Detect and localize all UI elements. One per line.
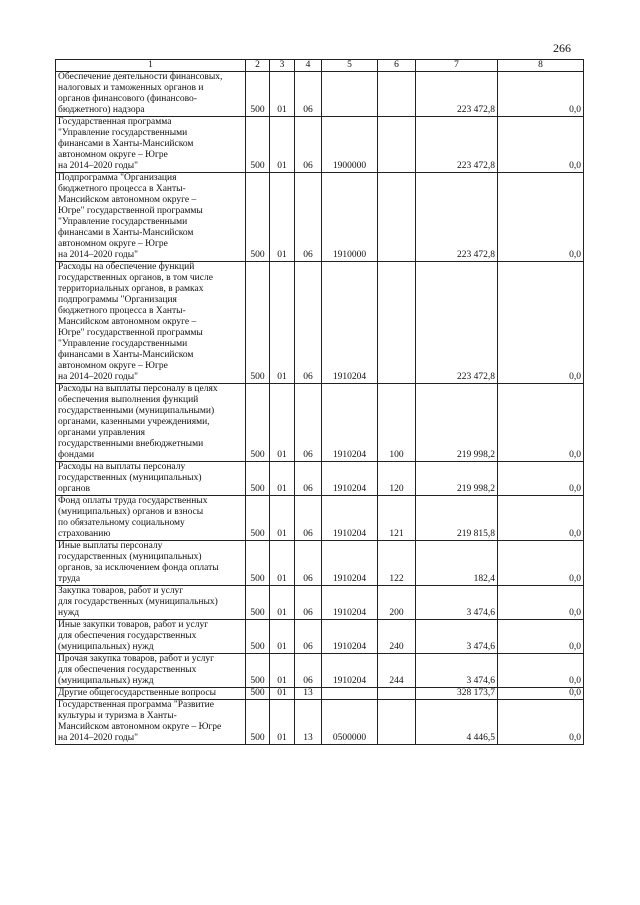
cell-col2: 500: [246, 384, 270, 462]
cell-col3: 01: [270, 586, 295, 620]
cell-col8: 0,0: [498, 620, 584, 654]
column-header: 4: [295, 60, 322, 72]
cell-col6: [378, 173, 416, 262]
cell-col8: 0,0: [498, 541, 584, 586]
cell-col3: 01: [270, 620, 295, 654]
column-header: 8: [498, 60, 584, 72]
cell-amount: 223 472,8: [416, 117, 498, 173]
cell-col8: 0,0: [498, 462, 584, 496]
cell-col5: 1910204: [322, 654, 378, 688]
cell-col6: 244: [378, 654, 416, 688]
cell-amount: 3 474,6: [416, 654, 498, 688]
cell-col5: 1910204: [322, 384, 378, 462]
cell-col2: 500: [246, 654, 270, 688]
row-description: Расходы на выплаты персоналу государственных (муниципальных) органов: [56, 462, 246, 496]
cell-col8: 0,0: [498, 496, 584, 541]
cell-col8: 0,0: [498, 262, 584, 384]
column-header: 2: [246, 60, 270, 72]
cell-col5: 1910204: [322, 496, 378, 541]
row-description: Иные закупки товаров, работ и услуг для обеспечения государственных (муниципальных) нужд: [56, 620, 246, 654]
row-description: Закупка товаров, работ и услуг для государственных (муниципальных) нужд: [56, 586, 246, 620]
cell-col8: 0,0: [498, 384, 584, 462]
column-header: 5: [322, 60, 378, 72]
cell-col2: 500: [246, 262, 270, 384]
cell-col3: 01: [270, 462, 295, 496]
cell-col4: 06: [295, 384, 322, 462]
row-description: Прочая закупка товаров, работ и услуг для обеспечения государственных (муниципальных) нужд: [56, 654, 246, 688]
cell-col2: 500: [246, 586, 270, 620]
cell-amount: 3 474,6: [416, 586, 498, 620]
cell-col3: 01: [270, 384, 295, 462]
row-description: Фонд оплаты труда государственных (муниципальных) органов и взносы по обязательному социальному страхованию: [56, 496, 246, 541]
cell-col8: 0,0: [498, 173, 584, 262]
cell-col5: 1910204: [322, 541, 378, 586]
cell-col5: 1910204: [322, 586, 378, 620]
row-description: Другие общегосударственные вопросы: [56, 688, 246, 700]
table-row: [56, 117, 584, 173]
cell-col3: 01: [270, 173, 295, 262]
cell-col4: 06: [295, 262, 322, 384]
table-row: [56, 496, 584, 541]
table-row: [56, 620, 584, 654]
cell-amount: 328 173,7: [416, 688, 498, 700]
column-header: 7: [416, 60, 498, 72]
cell-col2: 500: [246, 72, 270, 117]
cell-col4: 06: [295, 72, 322, 117]
cell-col5: 0500000: [322, 700, 378, 745]
cell-amount: 182,4: [416, 541, 498, 586]
cell-col6: 200: [378, 586, 416, 620]
table-row: [56, 688, 584, 700]
table-row: [56, 384, 584, 462]
cell-col6: 100: [378, 384, 416, 462]
cell-col4: 06: [295, 117, 322, 173]
table-row: [56, 262, 584, 384]
cell-col2: 500: [246, 462, 270, 496]
cell-col3: 01: [270, 541, 295, 586]
cell-col4: 06: [295, 541, 322, 586]
cell-amount: 223 472,8: [416, 173, 498, 262]
cell-col6: 120: [378, 462, 416, 496]
cell-col2: 500: [246, 496, 270, 541]
budget-table: [55, 59, 584, 745]
table-row: [56, 586, 584, 620]
table-row: [56, 541, 584, 586]
cell-col6: [378, 72, 416, 117]
table-row: [56, 654, 584, 688]
row-description: Обеспечение деятельности финансовых, налоговых и таможенных органов и органов финансового (финансово- бюджетного) надзора: [56, 72, 246, 117]
cell-col3: 01: [270, 700, 295, 745]
cell-col6: [378, 262, 416, 384]
row-description: Подпрограмма "Организация бюджетного процесса в Ханты- Мансийском автономном округе – Югре" государственной программы "Управление государственными финансами в Ханты-Мансийском автономном округе – Югре на 2014–2020 годы": [56, 173, 246, 262]
cell-col8: 0,0: [498, 586, 584, 620]
cell-col5: 1910000: [322, 173, 378, 262]
cell-col6: [378, 688, 416, 700]
cell-col6: [378, 117, 416, 173]
cell-col4: 06: [295, 496, 322, 541]
cell-col8: 0,0: [498, 117, 584, 173]
cell-amount: 223 472,8: [416, 72, 498, 117]
cell-col8: 0,0: [498, 688, 584, 700]
cell-col4: 13: [295, 688, 322, 700]
column-header: 3: [270, 60, 295, 72]
cell-col2: 500: [246, 700, 270, 745]
table-row: [56, 700, 584, 745]
row-description: Государственная программа "Развитие культуры и туризма в Ханты- Мансийском автономном округе – Югре на 2014–2020 годы": [56, 700, 246, 745]
cell-col8: 0,0: [498, 654, 584, 688]
cell-amount: 219 815,8: [416, 496, 498, 541]
cell-amount: 3 474,6: [416, 620, 498, 654]
cell-col2: 500: [246, 620, 270, 654]
cell-col5: 1910204: [322, 462, 378, 496]
cell-col3: 01: [270, 117, 295, 173]
cell-col6: 122: [378, 541, 416, 586]
row-description: Расходы на обеспечение функций государственных органов, в том числе территориальных органов, в рамках подпрограммы "Организация бюджетного процесса в Ханты- Мансийском автономном округе – Югре" государственной программы "Управление государственными финансами в Ханты-Мансийском автономном округе – Югре на 2014–2020 годы": [56, 262, 246, 384]
table-row: [56, 462, 584, 496]
cell-col4: 06: [295, 620, 322, 654]
table-row: [56, 173, 584, 262]
cell-col2: 500: [246, 688, 270, 700]
cell-col2: 500: [246, 117, 270, 173]
cell-col8: 0,0: [498, 72, 584, 117]
cell-col4: 06: [295, 462, 322, 496]
cell-col3: 01: [270, 654, 295, 688]
cell-col5: [322, 72, 378, 117]
cell-col4: 06: [295, 654, 322, 688]
table-header-row: [56, 60, 584, 72]
cell-col5: [322, 688, 378, 700]
cell-col4: 06: [295, 586, 322, 620]
cell-col5: 1910204: [322, 620, 378, 654]
cell-col8: 0,0: [498, 700, 584, 745]
cell-amount: 219 998,2: [416, 462, 498, 496]
cell-col2: 500: [246, 541, 270, 586]
row-description: Иные выплаты персоналу государственных (муниципальных) органов, за исключением фонда оплаты труда: [56, 541, 246, 586]
cell-col6: [378, 700, 416, 745]
cell-amount: 223 472,8: [416, 262, 498, 384]
cell-col6: 240: [378, 620, 416, 654]
cell-col4: 13: [295, 700, 322, 745]
cell-col6: 121: [378, 496, 416, 541]
column-header: 1: [56, 60, 246, 72]
cell-col2: 500: [246, 173, 270, 262]
cell-col5: 1910204: [322, 262, 378, 384]
column-header: 6: [378, 60, 416, 72]
cell-amount: 219 998,2: [416, 384, 498, 462]
cell-col5: 1900000: [322, 117, 378, 173]
cell-col3: 01: [270, 72, 295, 117]
page-number: 266: [553, 41, 571, 55]
cell-col3: 01: [270, 496, 295, 541]
cell-col3: 01: [270, 688, 295, 700]
cell-col4: 06: [295, 173, 322, 262]
cell-amount: 4 446,5: [416, 700, 498, 745]
row-description: Расходы на выплаты персоналу в целях обеспечения выполнения функций государственными (муниципальными) органами, казенными учреждениями, органами управления государственными внебюджетными фондами: [56, 384, 246, 462]
table-row: [56, 72, 584, 117]
cell-col3: 01: [270, 262, 295, 384]
row-description: Государственная программа "Управление государственными финансами в Ханты-Мансийском автономном округе – Югре на 2014–2020 годы": [56, 117, 246, 173]
